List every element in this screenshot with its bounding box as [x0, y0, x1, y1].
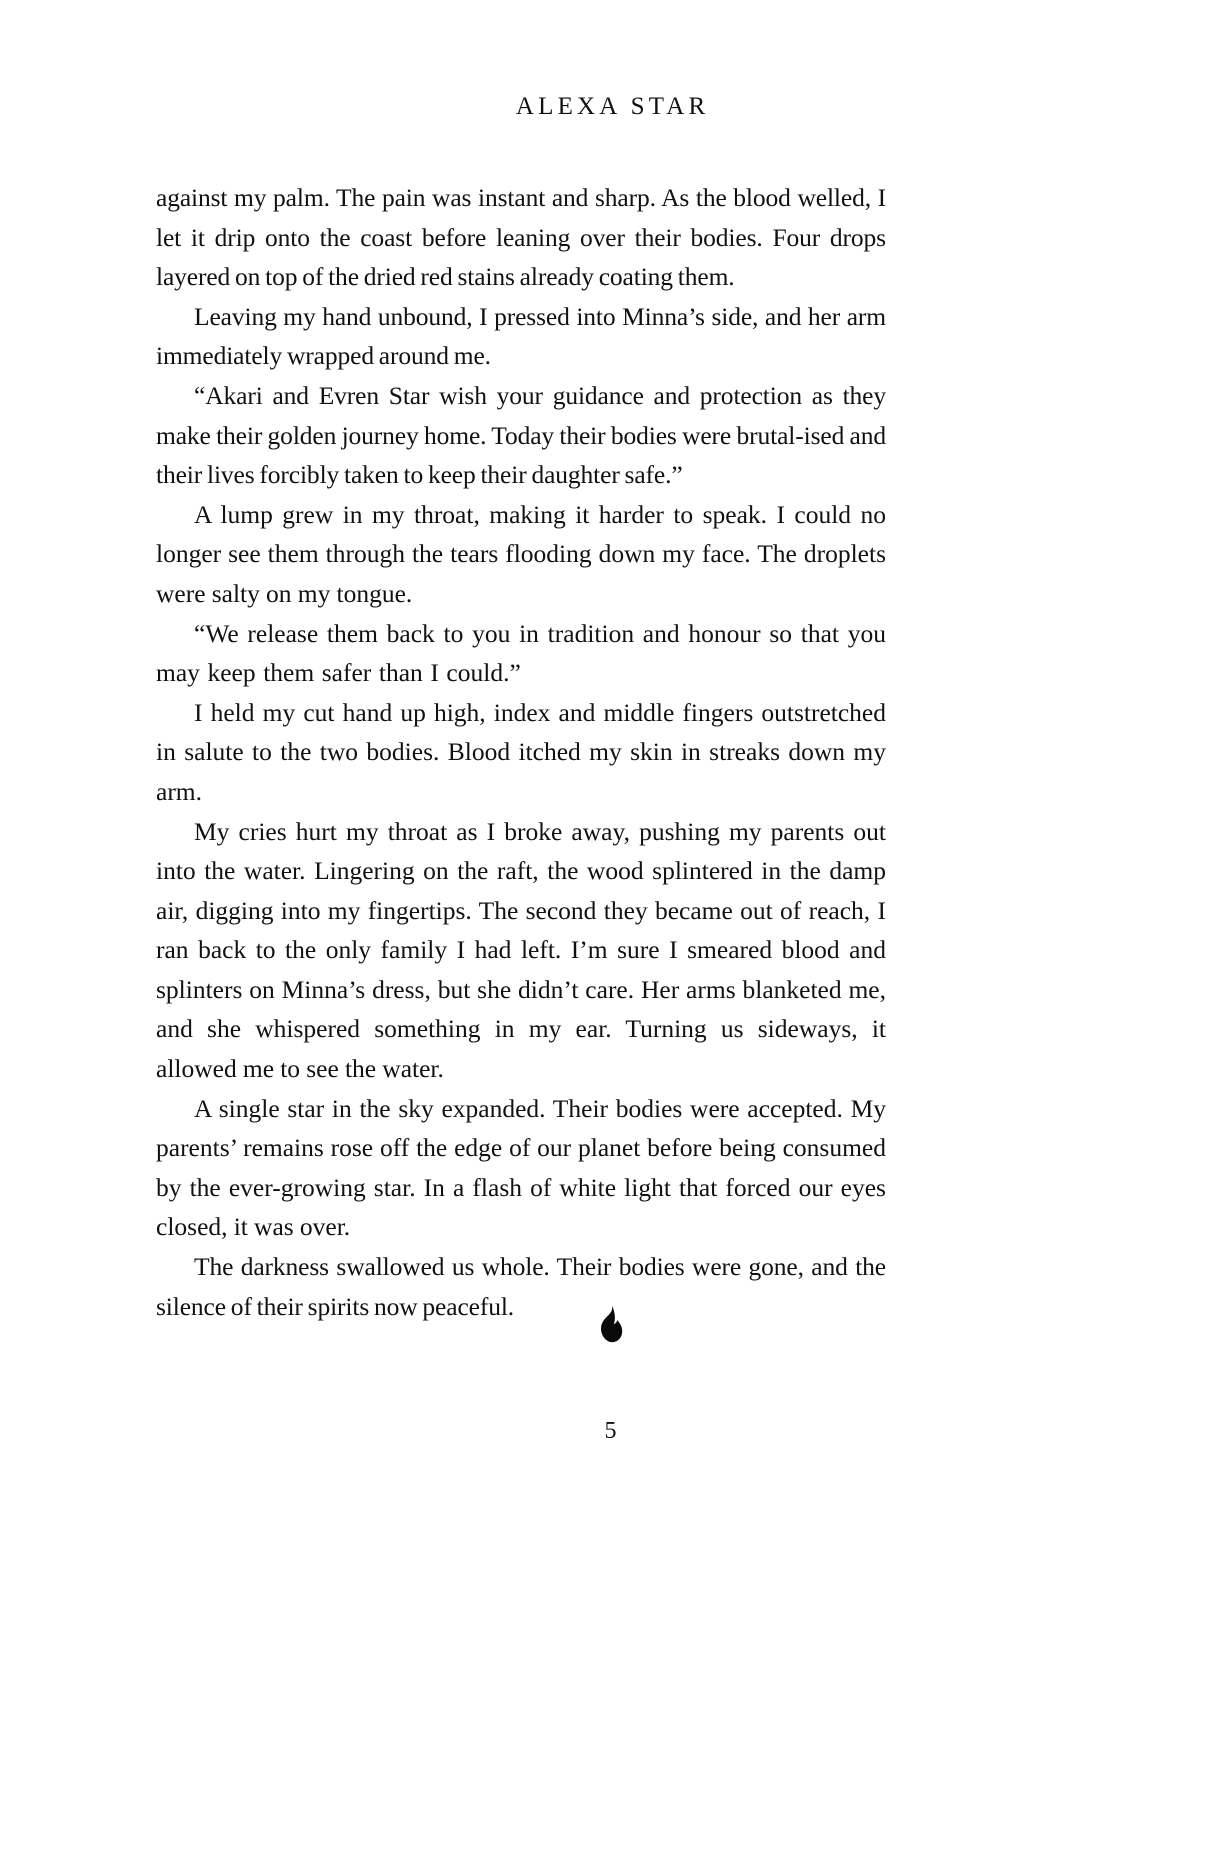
paragraph: “We release them back to you in tradition and honour so that you may keep them safer than I could.” — [156, 618, 886, 688]
paragraph: The darkness swallowed us whole. Their bodies were gone, and the silence of their spirits now peaceful. — [156, 1252, 886, 1321]
paragraph: “Akari and Evren Star wish your guidance and protection as they make their golden journey home. Today their bodies were brutal-ised and their lives forcibly taken to keep their daughter safe.” — [156, 380, 886, 490]
paragraph: Leaving my hand unbound, I pressed into Minna’s side, and her arm immediately wrapped around me. — [156, 301, 886, 371]
paragraph: against my palm. The pain was instant and sharp. As the blood welled, I let it drip onto the coast before leaning over their bodies. Four drops layered on top of the dried red stains already coating them. — [156, 183, 886, 292]
paragraph: My cries hurt my throat as I broke away, pushing my parents out into the water. Lingering on the raft, the wood splintered in the damp air, digging into my fingertips. The second they became out of reach, I ran back to the only family I had left. I’m sure I smeared blood and splinters on Minna’s dress, but she didn’t care. Her arms blanketed me, and she whispered something in my ear. Turning us sideways, it allowed me to see the water. — [156, 816, 886, 1084]
paragraph: I held my cut hand up high, index and middle fingers outstretched in salute to the two bodies. Blood itched my skin in streaks down my arm. — [156, 697, 886, 806]
paragraph: A single star in the sky expanded. Their bodies were accepted. My parents’ remains rose off the edge of our planet before being consumed by the ever-growing star. In a flash of white light that forced our eyes closed, it was over. — [156, 1093, 886, 1242]
paragraph: A lump grew in my throat, making it harder to speak. I could no longer see them through the tears flooding down my face. The droplets were salty on my tongue. — [156, 499, 886, 608]
page-number: 5 — [604, 1418, 617, 1444]
flame-icon — [598, 1300, 624, 1342]
body-text-block — [156, 178, 886, 1326]
section-break-ornament — [0, 1302, 1221, 1343]
running-head: ALEXA STAR — [515, 93, 710, 120]
